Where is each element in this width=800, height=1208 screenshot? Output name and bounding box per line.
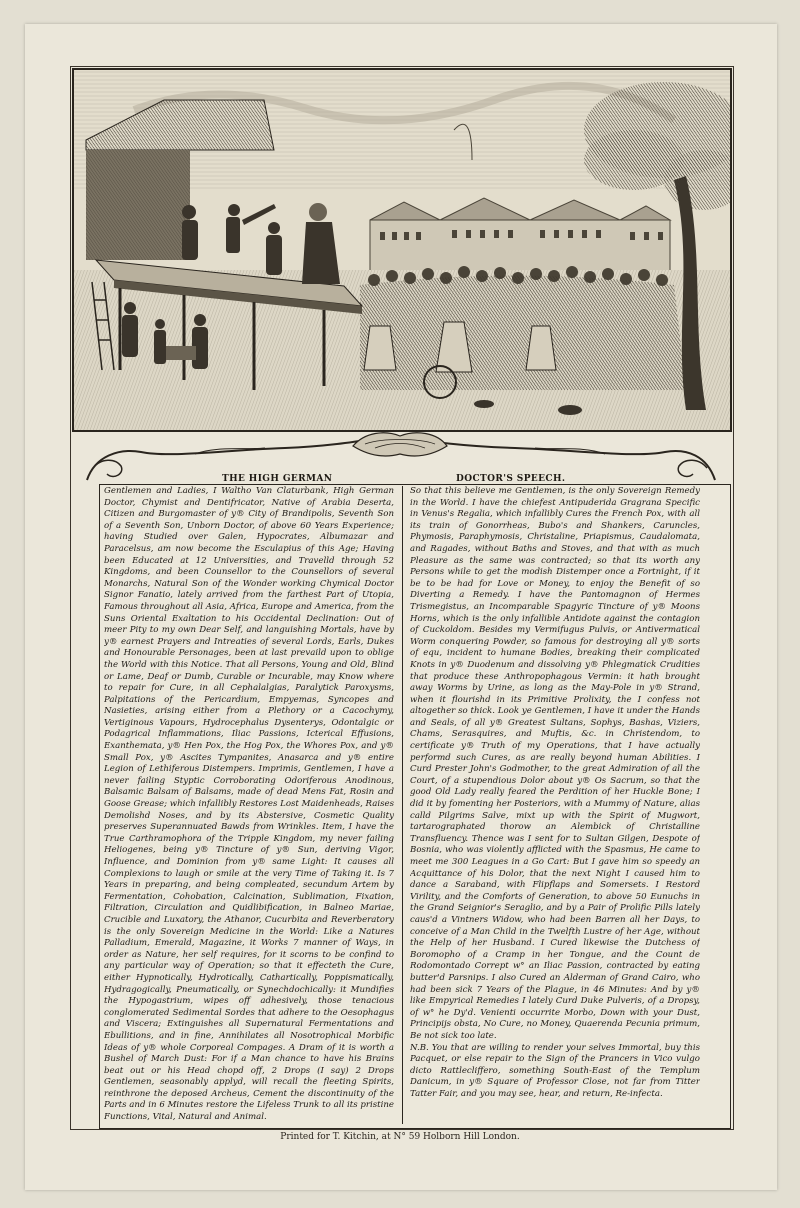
engraving-illustration	[72, 68, 732, 432]
speech-column-right	[410, 486, 700, 1124]
imprint-line: Printed for T. Kitchin, at N° 59 Holborn Hill London.	[280, 1132, 520, 1142]
speech-right-text: So that this believe me Gentlemen, is the only Sovereign Remedy in the World. I have the chiefest Antipuderida Gragrana Specific in Venus's Regalia, which infallibly Cures the French Pox, with all its train of Gonorrheas, Bubo's and Shankers, Caruncles, Phymosis, Paraphymosis, Christaline, Priapismus, Caudalomata, and Ragades, without Baths and Stoves, and that with as much Pleasure as the same was contracted; so that its worth any Persons while to get the modish Distemper once a Fortnight, if it be to be had for Love or Money, to enjoy the Benefit of so Diverting a Remedy. I have the Pantomagnon of Hermes Trismegistus, an Incomparable Spagyric Tincture of y® Moons Horns, which is the only infallible Antidote against the contagion of Cuckoldom. Besides my Vermifugus Pulvis, or Antivermatical Worm conquering Powder, so famous for destroying all y® sorts of equ, incident to humane Bodies, breaking their complicated Knots in y® Duodenum and dissolving y® Phlegmatick Crudities that produce these Anthropophagous Vermin: it hath brought away Worms by Urine, as long as the May-Pole in y® Strand, when it flourishd in its Primitive Prolixity, the I confess not altogether so thick. Look ye Gentlemen, I have it under the Hands and Seals, of all y® Greatest Sultans, Sophys, Bashas, Viziers, Chams, Serasquires, and Muftis, &c. in Christendom, to certificate y® Truth of my Operations, that I have actually performd such Cures, as are really beyond human Abilities. I Curd Prester John's Godmother, to the great Admiration of all the Court, of a stupendious Dolor about y® Os Sacrum, so that the good Old Lady really feared the Perdition of her Huckle Bone; I did it by fomenting her Posteriors, with a Mummy of Nature, alias calld Pilgrims Salve, mixt up with the Spirit of Mugwort, tartarographated thorow an Alembick of Christalline Transfluency. Thence was I sent for to Sultan Gilgen, Despote of Bosnia, who was violently afflicted with the Spasmus, He came to meet me 300 Leagues in a Go Cart: But I gave him so speedy an Acquittance of his Dolor, that the next Night I caused him to dance a Saraband, with Flipflaps and Somersets. I Restord Virility, and the Comforts of Generation, to above 50 Eunuchs in the Grand Seignior's Seraglio, and by a Pair of Prolific Pills lately caus'd a Vintners Widow, who had been Barren all her Days, to conceive of a Man Child in the Twelfth Lustre of her Age, without the Help of her Husband. I Cured likewise the Dutchess of Boromopho of a Cramp in her Tongue, and the Count de Rodomontado Corrept w° an Iliac Passion, contracted by eating butter'd Parsnips. I also Cured an Alderman of Grand Cairo, who had been sick 7 Years of the Plague, in 46 Minutes: And by y® like Empyrical Remedies I lately Curd Duke Pulveris, of a Dropsy, of w° he Dy'd. Venienti occurrite Morbo, Down with your Dust, Principijs obsta, No Cure, no Money, Quaerenda Pecunia primum, Be not sick too late.	[410, 486, 700, 1041]
speech-left-text: Gentlemen and Ladies, I Waltho Van Claturbank, High German Doctor, Chymist and Dentifricator, Native of Arabia Deserta, Citizen and Burgomaster of y® City of Brandipolis, Seventh Son of a Seventh Son, Unborn Doctor, of above 60 Years Experience; having Studied over Galen, Hypocrates, Albumazar and Paracelsus, am now become the Esculapius of this Age; Having been Educated at 12 Universities, and Travelld through 52 Kingdoms, and been Counsellor to the Counsellors of several Monarchs, Natural Son of the Wonder working Chymical Doctor Signor Fanatio, lately arrived from the farthest Part of Utopia, Famous throughout all Asia, Africa, Europe and America, from the Suns Oriental Exaltation to his Occidental Declination: Out of meer Pity to my own Dear Self, and languishing Mortals, have by y® earnest Prayers and Intreaties of several Lords, Earls, Dukes and Honourable Personages, been at last prevaild upon to oblige the World with this Notice. That all Persons, Young and Old, Blind or Lame, Deaf or Dumb, Curable or Incurable, may Know where to repair for Cure, in all Cephalalgias, Paralytick Paroxysms, Palpitations of the Pericardium, Empyemas, Syncopes and Nasieties, arising either from a Plethory or a Cacochymy, Vertiginous Vapours, Hydrocephalus Dysenterys, Odontalgic or Podagrical Inflammations, Iliac Passions, Icterical Effusions, Exanthemata, y® Hen Pox, the Hog Pox, the Whores Pox, and y® Small Pox, y® Ascites Tympanites, Anasarca and y® entire Legion of Lethiferous Distempers. Imprimis, Gentlemen, I have a never failing Styptic Corroborating Odoriferous Anodinous, Balsamic Balsam of Balsams, made of dead Mens Fat, Rosin and Goose Grease; which infallibly Restores Lost Maidenheads, Raises Demolishd Noses, and by its Abstersive, Cosmetic Quality preserves Superannuated Bawds from Wrinkles. Item, I have the True Carthramophora of the Tripple Kingdom, my never failing Heliogenes, being y® Tincture of y® Sun, deriving Vigor, Influence, and Dominion from y® same Light: It causes all Complexions to laugh or smile at the very Time of Taking it. Is 7 Years in preparing, and being compleated, secundum Artem by Fermentation, Cohobation, Calcination, Sublimation, Fixation, Filtration, Circulation and Quidlibification, in Balneo Mariae, Crucible and Luxatory, the Athanor, Cucurbita and Reverberatory is the only Sovereign Medicine in the World: Like a Natures Palladium, Emerald, Magazine, it Works 7 manner of Ways, in order as Nature, her self requires, for it scorns to be confind to any particular way of Operation; so that it effecteth the Cure, either Hypnotically, Hydrotically, Cathartically, Poppismatically, Hydragogically, Pneumatically, or Synechdochically: it Mundifies the Hypogastrium, wipes off adhesively, those tenacious conglomerated Sedimental Sordes that adhere to the Oesophagus and Viscera; Extinguishes all Supernatural Fermentations and Ebullitions, and in fine, Annihilates all Nosotrophical Morbific Ideas of y® whole Corporeal Compages. A Dram of it is worth a Bushel of March Dust: For if a Man chance to have his Brains beat out or his Head chopd off, 2 Drops (I say) 2 Drops Gentlemen, seasonably applyd, will recall the fleeting Spirits, reinthrone the deposed Archeus, Cement the discontinuity of the Parts and in 6 Minutes restore the Lifeless Trunk to all its pristine Functions, Vital, Natural and Animal.	[104, 486, 394, 1123]
crowd	[360, 266, 686, 390]
decorative-cartouche	[75, 428, 725, 488]
speech-column-left	[104, 486, 394, 1124]
heading-left: THE HIGH GERMAN	[222, 474, 333, 484]
nota-bene-text: N.B. You that are willing to render your selves Immortal, buy this Pacquet, or else repair to the Sign of the Prancers in Vico vulgo dicto Rattlecliffero, something South-East of the Templum Danicum, in y® Square of Professor Close, not far from Titter Tatter Fair, and you may see, hear, and return, Re-infecta.	[410, 1042, 700, 1099]
heading-right: DOCTOR'S SPEECH.	[456, 474, 566, 484]
column-divider	[402, 486, 403, 1124]
